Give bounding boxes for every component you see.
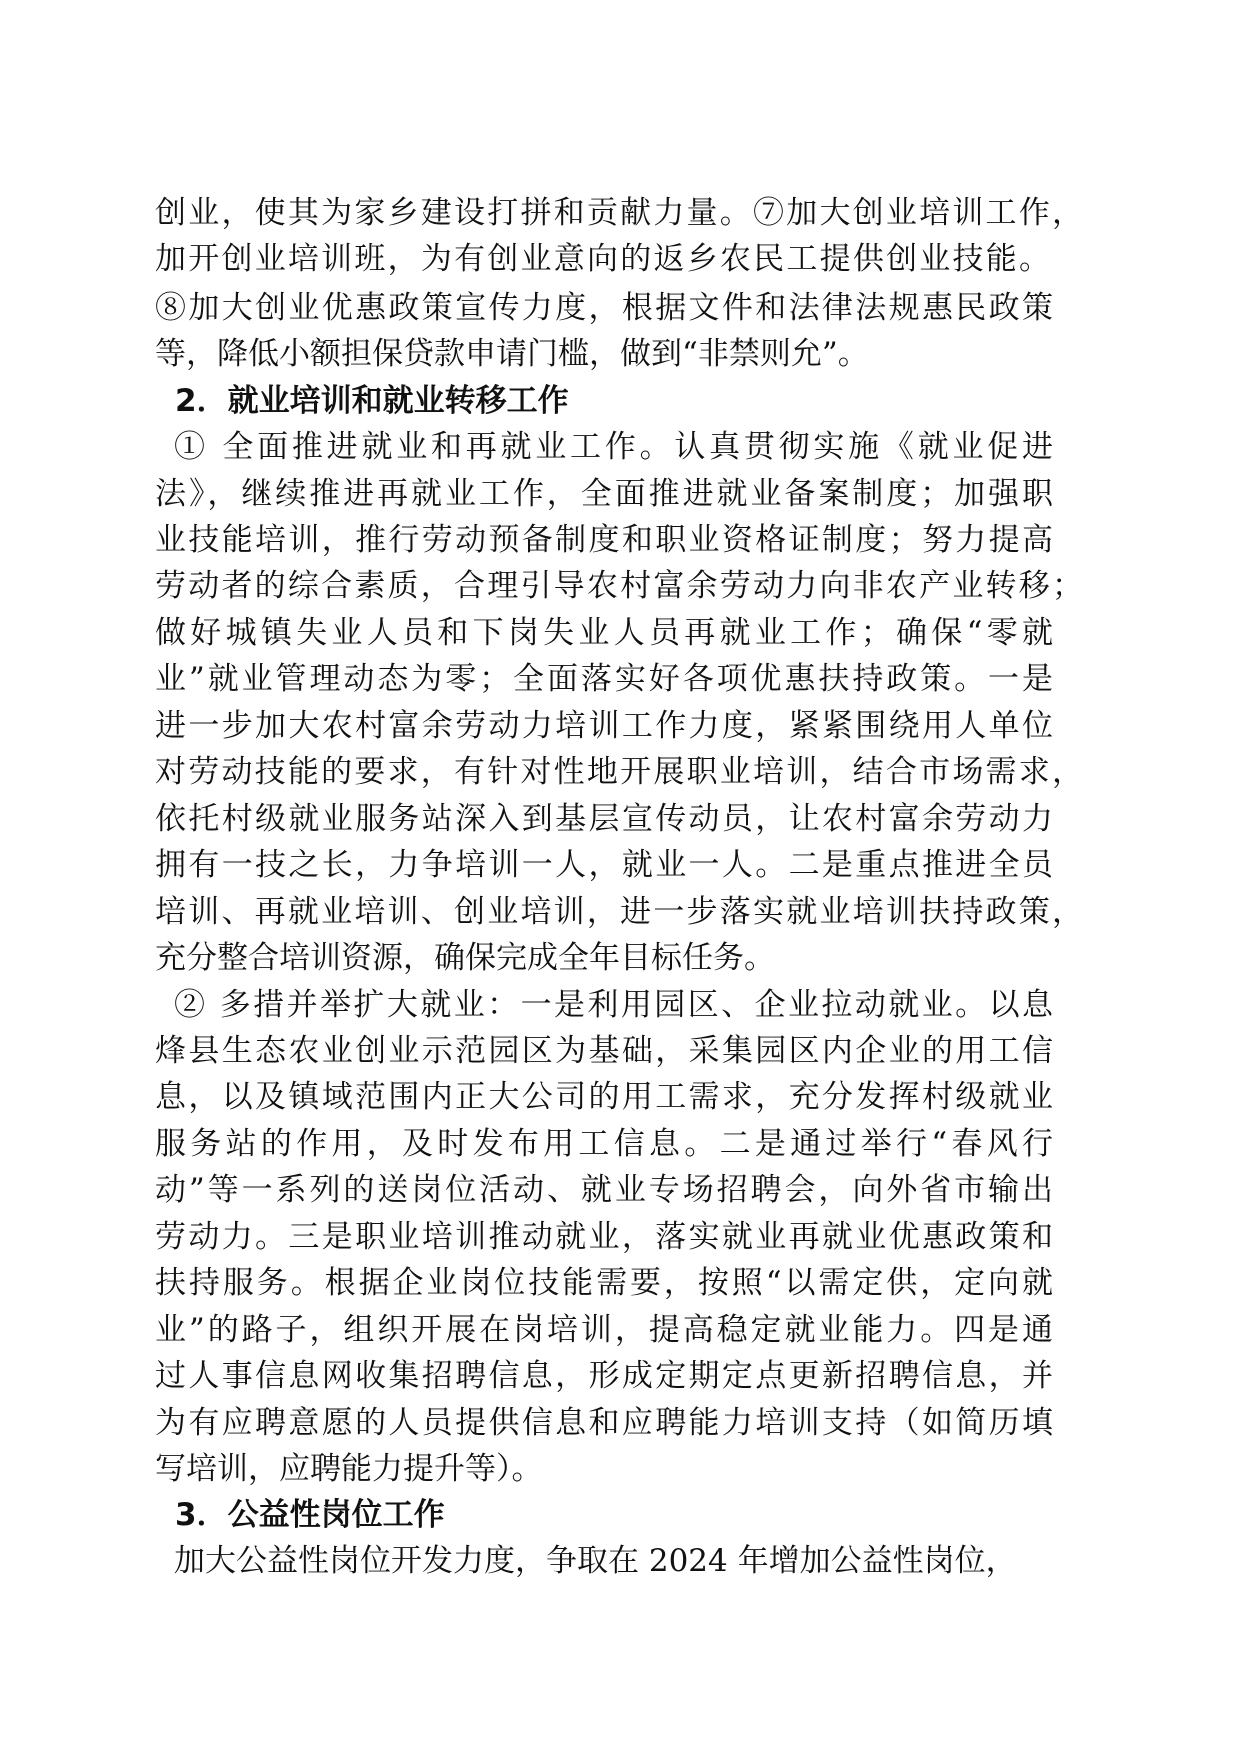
body-text-line: 充分整合培训资源，确保完成全年目标任务。 [155,940,775,976]
body-text-line: 劳动力。三是职业培训推动就业，落实就业再就业优惠政策和 [155,1219,1053,1255]
body-text-line: 劳动者的综合素质，合理引导农村富余劳动力向非农产业转移； [155,568,1083,604]
body-text-line: 扶持服务。根据企业岗位技能需要，按照“以需定供，定向就 [155,1265,1053,1301]
body-text-line: 法》，继续推进再就业工作，全面推进就业备案制度；加强职 [155,476,1053,512]
body-text-line: 息，以及镇域范围内正大公司的用工需求，充分发挥村级就业 [155,1079,1053,1115]
body-text-line: 业”的路子，组织开展在岗培训，提高稳定就业能力。四是通 [155,1312,1053,1348]
body-text-line: 对劳动技能的要求，有针对性地开展职业培训，结合市场需求， [155,754,1083,790]
body-text-line: 业技能培训，推行劳动预备制度和职业资格证制度；努力提高 [155,522,1053,558]
body-text-line: 拥有一技之长，力争培训一人，就业一人。二是重点推进全员 [155,847,1053,883]
body-text-line: 动”等一系列的送岗位活动、就业专场招聘会，向外省市输出 [155,1172,1053,1208]
body-text-line: 依托村级就业服务站深入到基层宣传动员，让农村富余劳动力 [155,801,1053,837]
body-text-line: 培训、再就业培训、创业培训，进一步落实就业培训扶持政策， [155,894,1083,930]
body-text-line: 烽县生态农业创业示范园区为基础，采集园区内企业的用工信 [155,1033,1053,1069]
section-heading: 2．就业培训和就业转移工作 [175,383,569,419]
body-text-line: 过人事信息网收集招聘信息，形成定期定点更新招聘信息，并 [155,1358,1053,1394]
body-text-line: ⑧加大创业优惠政策宣传力度，根据文件和法律法规惠民政策 [155,290,1053,326]
body-text-line: 服务站的作用，及时发布用工信息。二是通过举行“春风行 [155,1126,1053,1162]
body-text-line: 创业，使其为家乡建设打拼和贡献力量。⑦加大创业培训工作， [155,195,1083,231]
body-text-line: 加大公益性岗位开发力度，争取在 2024 年增加公益性岗位， [174,1543,1017,1579]
body-text-line: 等，降低小额担保贷款申请门槛，做到“非禁则允”。 [155,336,869,372]
body-text-line: 为有应聘意愿的人员提供信息和应聘能力培训支持（如简历填 [155,1405,1053,1441]
body-text-line: 业”就业管理动态为零；全面落实好各项优惠扶持政策。一是 [155,661,1053,697]
body-text-line: 加开创业培训班，为有创业意向的返乡农民工提供创业技能。 [155,241,1050,277]
body-text-line: ② 多措并举扩大就业：一是利用园区、企业拉动就业。以息 [174,987,1053,1023]
body-text-line: 做好城镇失业人员和下岗失业人员再就业工作；确保“零就 [155,615,1053,651]
section-heading: 3．公益性岗位工作 [175,1497,445,1533]
body-text-line: ① 全面推进就业和再就业工作。认真贯彻实施《就业促进 [174,429,1053,465]
body-text-line: 写培训，应聘能力提升等）。 [155,1451,543,1487]
body-text-line: 进一步加大农村富余劳动力培训工作力度，紧紧围绕用人单位 [155,708,1053,744]
